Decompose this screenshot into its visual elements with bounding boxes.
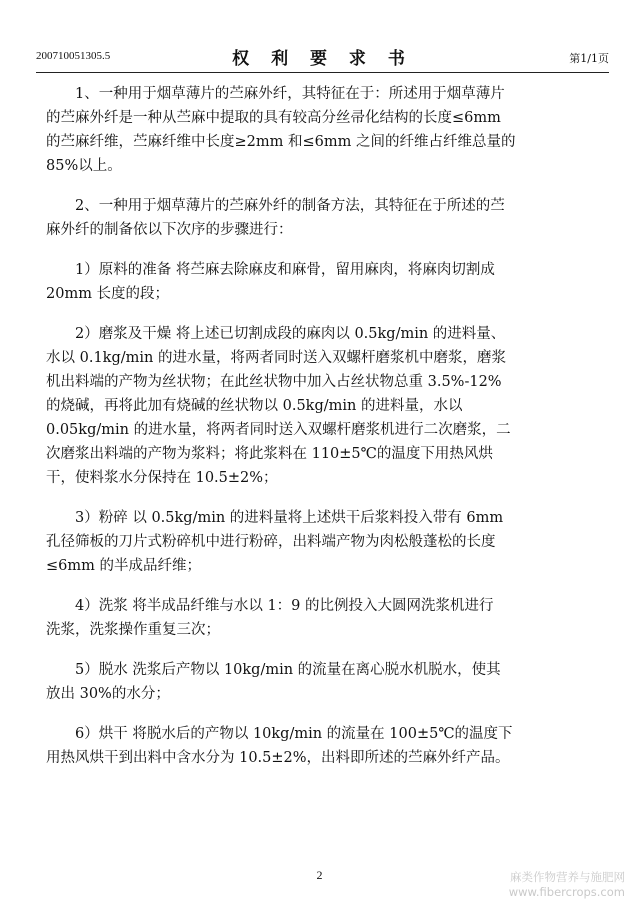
step-line: 洗浆，洗浆操作重复三次； bbox=[46, 622, 220, 638]
step-4 bbox=[46, 594, 566, 642]
claim-1 bbox=[46, 82, 566, 178]
header-divider bbox=[36, 72, 609, 73]
watermark-line: 麻类作物营养与施肥网 bbox=[510, 870, 625, 884]
document-header bbox=[36, 42, 609, 68]
watermark-line: www.fibercrops.com bbox=[508, 885, 625, 899]
step-line: 4）洗浆 将半成品纤维与水以 1：9 的比例投入大圆网洗浆机进行 bbox=[75, 598, 494, 614]
step-line: 20mm 长度的段； bbox=[46, 286, 170, 302]
step-3 bbox=[46, 506, 566, 578]
step-line: 5）脱水 洗浆后产物以 10kg/min 的流量在离心脱水机脱水，使其 bbox=[75, 662, 501, 678]
claim-line: 麻外纤的制备依以下次序的步骤进行： bbox=[46, 222, 293, 238]
step-line: 0.05kg/min 的进水量，将两者同时送入双螺杆磨浆机进行二次磨浆，二 bbox=[46, 422, 511, 438]
claim-line: 85%以上。 bbox=[46, 158, 122, 174]
page-number: 2 bbox=[316, 868, 323, 882]
step-1 bbox=[46, 258, 566, 306]
application-number: 200710051305.5 bbox=[36, 50, 111, 62]
step-line: 放出 30%的水分； bbox=[46, 686, 170, 702]
step-line: 3）粉碎 以 0.5kg/min 的进料量将上述烘干后浆料投入带有 6mm bbox=[75, 510, 504, 526]
step-6 bbox=[46, 722, 566, 770]
step-line: 次磨浆出料端的产物为浆料；将此浆料在 110±5℃的温度下用热风烘 bbox=[46, 446, 493, 462]
step-line: 孔径筛板的刀片式粉碎机中进行粉碎，出料端产物为肉松般蓬松的长度 bbox=[46, 534, 496, 550]
step-5 bbox=[46, 658, 566, 706]
step-line: 的烧碱，再将此加有烧碱的丝状物以 0.5kg/min 的进料量，水以 bbox=[46, 398, 463, 414]
claim-2 bbox=[46, 194, 566, 242]
page-label: 第1/1页 bbox=[569, 52, 609, 65]
document-title: 权 利 要 求 书 bbox=[232, 49, 413, 69]
step-line: 水以 0.1kg/min 的进水量，将两者同时送入双螺杆磨浆机中磨浆，磨浆 bbox=[46, 350, 506, 366]
step-line: 机出料端的产物为丝状物；在此丝状物中加入占丝状物总重 3.5%-12% bbox=[46, 374, 502, 390]
claims-body bbox=[46, 82, 566, 770]
claim-line: 1、一种用于烟草薄片的苎麻外纤，其特征在于：所述用于烟草薄片 bbox=[75, 86, 505, 102]
step-line: 干，使料浆水分保持在 10.5±2%； bbox=[46, 470, 278, 486]
step-line: 1）原料的准备 将苎麻去除麻皮和麻骨，留用麻肉，将麻肉切割成 bbox=[75, 262, 495, 278]
claim-line: 2、一种用于烟草薄片的苎麻外纤的制备方法，其特征在于所述的苎 bbox=[75, 198, 505, 214]
step-line: 2）磨浆及干燥 将上述已切割成段的麻肉以 0.5kg/min 的进料量、 bbox=[75, 326, 506, 342]
claim-line: 的苎麻纤维，苎麻纤维中长度≥2mm 和≤6mm 之间的纤维占纤维总量的 bbox=[46, 134, 516, 150]
step-line: 用热风烘干到出料中含水分为 10.5±2%，出料即所述的苎麻外纤产品。 bbox=[46, 750, 510, 766]
step-2 bbox=[46, 322, 566, 490]
step-line: 6）烘干 将脱水后的产物以 10kg/min 的流量在 100±5℃的温度下 bbox=[75, 726, 513, 742]
watermark bbox=[509, 870, 625, 900]
claim-line: 的苎麻外纤是一种从苎麻中提取的具有较高分丝帚化结构的长度≤6mm bbox=[46, 110, 501, 126]
step-line: ≤6mm 的半成品纤维； bbox=[46, 558, 201, 574]
